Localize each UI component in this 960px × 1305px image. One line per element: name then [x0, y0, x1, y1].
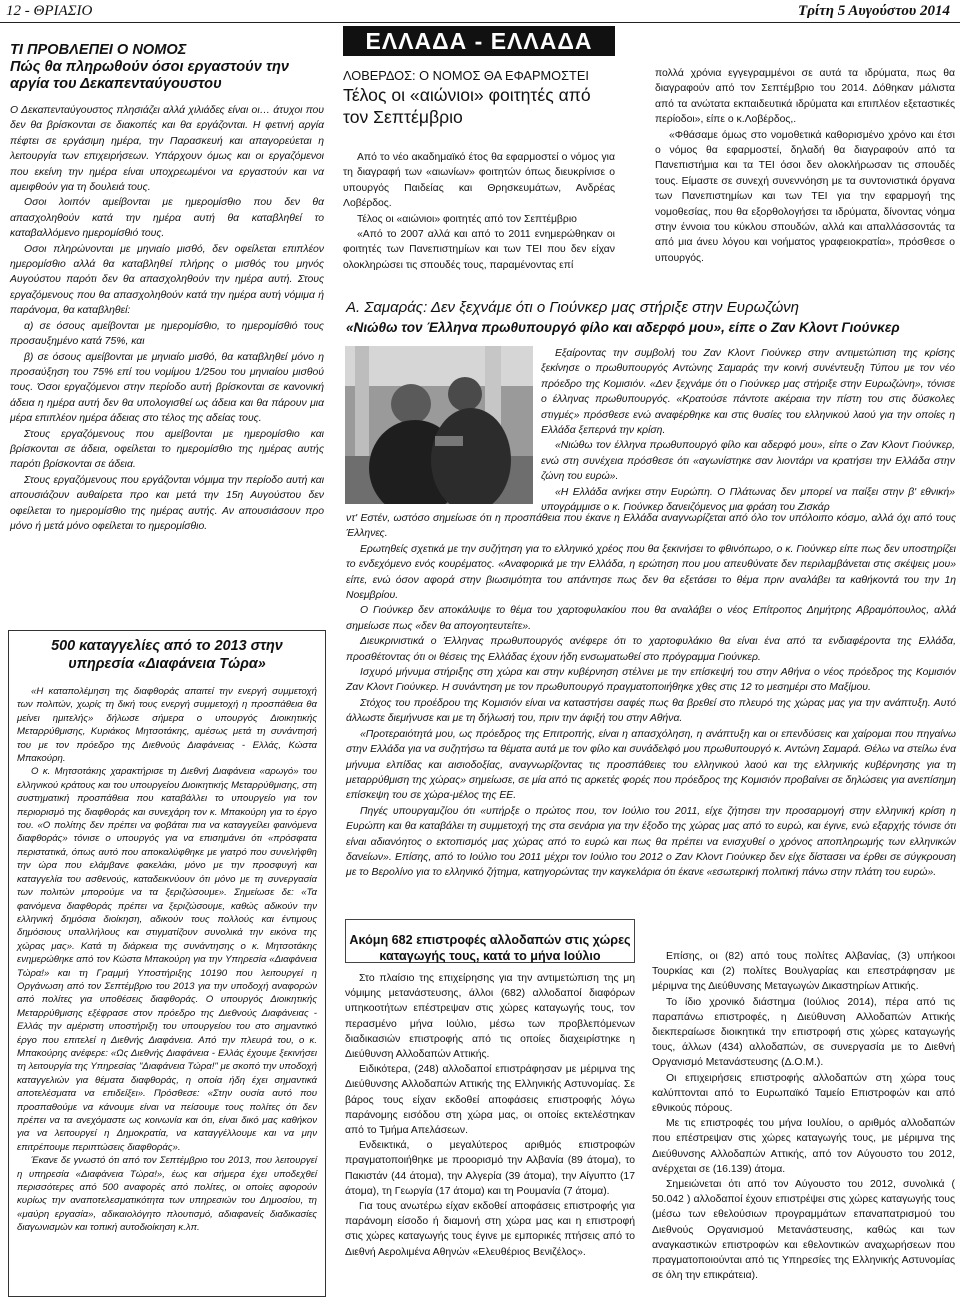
samaras-body	[346, 511, 956, 881]
loverdos-article-cont	[655, 66, 955, 266]
left-paragraph: Στους εργαζόμενους που αμείβονται με ημερομίσθιο και βρίσκονται σε άδεια, οφείλεται το ημερομίσθιο της ημέρας αυτής παρότι βρίσκονται σε άδεια.	[10, 428, 324, 471]
samaras-paragraph: Διευκρινιστικά ο Έλληνας πρωθυπουργός ανέφερε ότι το χαρτοφυλάκιο θα είναι ένα από τα ενδιαφέροντα της Ελλάδα, προσθέτοντας ότι οι θέσεις της Ελλάδας έχουν ήδη ενσωματωθεί στο πρόγραμμα Γιούνκερ.	[346, 636, 956, 663]
left-article-title: Πώς θα πληρωθούν όσοι εργαστούν την αργία του Δεκαπενταύγουστου	[10, 59, 289, 92]
left-article-kicker: ΤΙ ΠΡΟΒΛΕΠΕΙ Ο ΝΟΜΟΣ	[10, 42, 187, 58]
box-paragraph: Ο κ. Μητσοτάκης χαρακτήρισε τη Διεθνή Διαφάνεια «αρωγό» του ελληνικού κράτους και του υπουργείου Διοικητικής Μεταρρύθμισης, στη συστηματική προσπάθεια που καταβάλλει το υπουργείο για τον περιορισμό της διαφθοράς και συνεχάρη τον κ. Μπακούρη για το έργο του. «Ο πολίτης δεν πρέπει να φοβάται πια να καταγγείλει φαινόμενα διαφθοράς» τόνισε ο υπουργός για να επισημάνει ότι «πρόσφατα περιστατικά, όπως αυτό που αποκαλύφθηκε με γιατρό που συνελήφθη την ώρα που ελάμβανε φακελάκι, μόνο με την προσφυγή και καταγγελία του ασθενούς, καταδεικνύουν ότι μόνο με τη συνεργασία των πολιτών μπορούμε να τα ξεριζώσουμε». Σημείωσε δε: «Τα φαινόμενα διαφθοράς πρέπει να ξεριζώσουμε, καθώς αδικούν την ελληνική δημόσια διοίκηση, αδικούν τους πολλούς και έντιμους δημόσιους υπαλλήλους και στιγματίζουν συνολικά την εικόνα της χώρας μας». Κατά τη διάρκεια της συνάντησης ο κ. Μητσοτάκης ενημερώθηκε από τον Κώστα Μπακούρη για την Υπηρεσία «Διαφάνεια Τώρα!» και τη Γραμμή Υποστήριξης 10190 που λειτουργεί η Οργάνωση από τον Σεπτέμβριο του 2013 για την υποδοχή αναφορών από πολίτες για υποθέσεις διαφθοράς. Ο υπουργός Διοικητικής Μεταρρύθμισης εξέφρασε στον πρόεδρο της Διεθνούς Διαφάνειας - Ελλάς την αμέριστη υποστήριξη του υπουργείου του στο σημαντικό έργο που επιτελεί η Διεθνής Διαφάνεια. Από την πλευρά του, ο κ. Μπακούρης ανέφερε: «Ως Διεθνής Διαφάνεια - Ελλάς έχουμε ξεκινήσει τη λειτουργία της Υπηρεσίας "Διαφάνεια Τώρα!" με σκοπό την υποδοχή καταγγελιών για θέματα διαφθοράς, η οποία ήδη έχει σημαντικά αποτελέσματα να επιδείξει». Πρόσθεσε: «Στην ουσία αυτό που προσπαθούμε να κάνουμε είναι να πείσουμε τους πολίτες ότι δεν πρέπει να τα ανεχόμαστε ως κοινωνία και ότι, είναι δικό μας καθήκον για να λειτουργεί η Δημοκρατία, να καταγγέλλουμε και να μην επιτρέπουμε περιπτώσεις διαφθοράς».	[17, 766, 317, 1153]
page-number: 12 - ΘΡΙΑΣΙΟ	[6, 3, 93, 19]
samaras-paragraph: Ισχυρό μήνυμα στήριξης στη χώρα και στην κυβέρνηση στέλνει με την επίσκεψή του στην Αθήνα ο νέος πρόεδρος της Κομισιόν Ζαν Κλοντ Γιούνκερ. Η συνάντηση με τον πρωθυπουργό πραγματοποιήθηκε χθες στις 12 το μεσημέρι στο Μαξίμου.	[346, 667, 956, 694]
samaras-paragraph: ντ' Εστέν, ωστόσο σημείωσε ότι η προσπάθεια που έκανε η Ελλάδα αναγνωρίζεται από όλο τον υπόλοιπο κόσμο, αλλά όχι από τους Έλληνες.	[346, 513, 956, 540]
loverdos-paragraph: Από το νέο ακαδημαϊκό έτος θα εφαρμοστεί ο νόμος για τη διαγραφή των «αιωνίων» φοιτητών όπως διευκρίνισε ο υπουργός Παιδείας και Θρησκευμάτων, Ανδρέας Λοβέρδος.	[343, 152, 615, 210]
transparency-box	[8, 630, 326, 1297]
samaras-paragraph: Εξαίροντας την συμβολή του Ζαν Κλοντ Γιούνκερ στην αντιμετώπιση της κρίσης ξεκίνησε ο πρωθυπουργός Αντώνης Σαμαράς την κοινή συνέντευξη Τύπου με τον νέο πρόεδρο της Κομισιόν. «Δεν ξεχνάμε ότι ο Γιούνκερ μας στήριξε στην Ευρωζώνη», τόνισε ο έλληνας πρωθυπουργός. «Κρατούσε πάντοτε ακέραια την πίστη του στις δύσκολες στιγμές» πρόσθεσε ενώ αναφέρθηκε και στις θυσίες του ελληνικού λαού για την οποίες η Ελλάδα ξεπερνά την κρίση.	[541, 348, 955, 437]
box-title: 500 καταγγελίες από το 2013 στην υπηρεσία «Διαφάνεια Τώρα»	[51, 638, 283, 672]
samaras-paragraph: «Νιώθω τον έλληνα πρωθυπουργό φίλο και αδερφό μου», είπε ο Ζαν Κλοντ Γιούνκερ, ενώ στη συνέχεια πρόσθεσε ότι «αγωνίστηκε σαν λιοντάρι να κρατήσει την Ελλάδα στην ζώνη του ευρώ».	[541, 440, 955, 483]
samaras-subheadline: «Νιώθω τον Έλληνα πρωθυπουργό φίλο και αδερφό μου», είπε ο Ζαν Κλοντ Γιούνκερ	[346, 320, 900, 335]
samaras-paragraph: Στόχος του προέδρου της Κομισιόν είναι να καταστήσει σαφές πως θα βρεθεί στο πλευρό της χώρας μας για την ανάπτυξη. Αυτό άλλωστε διεμήνυσε και με τη δήλωσή του, πριν την άφιξή του στην Αθήνα.	[346, 697, 956, 725]
samaras-paragraph: Ο Γιούνκερ δεν αποκάλυψε το θέμα του χαρτοφυλακίου που θα αναλάβει ο νέος Επίτροπος Δημήτρης Αβραμόπουλος, αλλά σημείωσε πως «δεν θα απογοητευτείτε».	[346, 605, 956, 632]
migrants-col-left	[345, 971, 635, 1260]
samaras-paragraph: «Η Ελλάδα ανήκει στην Ευρώπη. Ο Πλάτωνας δεν μπορεί να παίξει στην β' εθνική» υπογράμμισε ο κ. Γιούνκερ δανειζόμενος μια φράση του Ζισκάρ	[541, 486, 955, 514]
left-paragraph: α) σε όσους αμείβονται με ημερομίσθιο, το ημερομίσθιό τους προσαυξημένο κατά 75%, και	[10, 320, 324, 348]
migrants-title-box	[345, 919, 635, 963]
migrants-paragraph: Οι επιχειρήσεις επιστροφής αλλοδαπών στη χώρα τους καλύπτονται από το Ευρωπαϊκό Ταμείο Επιστροφών και από εθνικούς πόρους.	[652, 1072, 955, 1115]
loverdos-kicker: ΛΟΒΕΡΔΟΣ: Ο ΝΟΜΟΣ ΘΑ ΕΦΑΡΜΟΣΤΕΙ	[343, 68, 589, 83]
loverdos-paragraph: «Φθάσαμε όμως στο νομοθετικά καθορισμένο χρόνο και έτσι ο νόμος θα εφαρμοστεί, δηλαδή θα διαγραφούν από τα Πανεπιστήμια και τα ΤΕΙ όσοι δεν ολοκλήρωσαν τις σπουδές τους. Είμαστε σε συνεχή συνεννόηση με τα συντονιστικά όργανα των Πανεπιστημίων και των ΤΕΙ για την εφαρμογή της νομοθεσίας, που θα εξορθολογήσει τα ιδρύματα, δίνοντας νόημα στην έννοια του κύκλου σπουδών, αλλά και απαλλάσσοντάς τα από μια άνευ λόγου και νοήματος γραφειοκρατία», πρόσθεσε ο υπουργός.	[655, 129, 955, 264]
samaras-paragraph: Ερωτηθείς σχετικά με την συζήτηση για το ελληνικό χρέος που θα ξεκινήσει το φθινόπωρο, ο κ. Γιούνκερ είπε πως δεν υποστηρίζει το ενδεχόμενο ενός κουρέματος. «Αναφορικά με την Ελλάδα, η ερώτηση που μου απευθύνατε δεν περιλαμβάνεται στις σκέψεις μου» είπε, ενώ όσον αφορά στην βιωσιμότητα του απάντησε πως δεν θα εξετάσει το θέμα πριν αναλάβει τα καθήκοντά του την 1η Νοεμβρίου.	[346, 543, 956, 602]
migrants-paragraph: Στο πλαίσιο της επιχείρησης για την αντιμετώπιση της μη νόμιμης μετανάστευσης, άλλοι (682) αλλοδαποί διαφόρων υπηκοοτήτων επέστρεψαν στις χώρες καταγωγής τους, τον περασμένο μήνα Ιούλιο, μέσω των προβλεπόμενων διαδικασιών επιστροφής από τις οποίες διαχειρίστηκε η Διεύθυνση Αλλοδαπών Αττικής.	[345, 973, 635, 1061]
left-paragraph: Οσοι πληρώνονται με μηνιαίο μισθό, δεν οφείλεται επιπλέον ημερομίσθιο αλλά θα καταβληθεί πλήρης ο μισθός του μηνός Αυγούστου παρότι δεν θα απασχοληθούν την ημέρα αυτή. Στους εργαζόμενους που θα απασχοληθούν κατά την ημέρα αυτή νόμιμα ή παράνομα, θα καταβληθεί:	[10, 243, 324, 317]
loverdos-paragraph: Τέλος οι «αιώνιοι» φοιτητές από τον Σεπτέμβριο	[357, 213, 577, 225]
left-paragraph: Οσοι λοιπόν αμείβονται με ημερομίσθιο που δεν θα απασχοληθούν κατά την ημέρα αυτή θα καταβληθεί το καταβαλλόμενο ημερομίσθιό τους.	[10, 197, 324, 240]
migrants-paragraph: Ενδεικτικά, ο μεγαλύτερος αριθμός επιστροφών πραγματοποιήθηκε με προορισμό την Αλβανία (89 άτομα), το Πακιστάν (44 άτομα), την Αλγερία (39 άτομα), την Αίγυπτο (17 άτομα), τη Γεωργία (17 άτομα) και τη Ρουμανία (7 άτομα).	[345, 1140, 635, 1197]
samaras-juncker-photo	[345, 346, 533, 504]
loverdos-title: Τέλος οι «αιώνιοι» φοιτητές από τον Σεπτέμβριο	[343, 85, 591, 127]
samaras-headline: Α. Σαμαράς: Δεν ξεχνάμε ότι ο Γιούνκερ μας στήριξε στην Ευρωζώνη	[346, 299, 799, 316]
samaras-paragraph: Πηγές υπουργαμζίου ότι «υπήρξε ο πρώτος που, τον Ιούλιο του 2011, είχε ζήτησει την προσαρμογή στην ελληνική κρίση η Ευρώπη και θα καταβάλει τη συμμετοχή της στα σενάρια για την έξοδο της χώρας μας από το ευρώ, και έγινε, ενώ εξαρχής τόνισε ότι είναι αδιανόητος ο εκτοπισμός μας χώρας από το ευρώ και πως θα πρέπει να ενισχυθεί ο χρόνος αποπληρωμής των ελληνικών δανείων». Επίσης, από το Ιούλιο του 2011 μέχρι τον Ιούλιο του 2012 ο Ζαν Κλοντ Γιούνκερ δεν είχε δίστασει να έρθει σε σύγκρουση με το Βερολίνο για το ελληνικό ζήτημα, κατηγορώντας την καγκελάρια ότι έκανε «εσωτερική πολιτική πάνω στην πλάτη του ευρώ».	[346, 805, 956, 879]
box-paragraph: Έκανε δε γνωστό ότι από τον Σεπτέμβριο του 2013, που λειτουργεί η υπηρεσία «Διαφάνεια Τώρα!», έως και σήμερα έχει υποδεχθεί περισσότερες από 500 αναφορές από πολίτες, οι οποίες αφορούν κυρίως την αναποτελεσματικότητα των υπηρεσιών του Δημοσίου, τη «μαύρη εργασία», αδικαιολόγητο πλουτισμό, αδιαφανείς διαδικασίες διαγωνισμών και τοπική αυτοδιοίκηση κ.λπ.	[17, 1155, 317, 1234]
photo-illustration	[345, 346, 533, 504]
migrants-title: Ακόμη 682 επιστροφές αλλοδαπών στις χώρες καταγωγής τους, κατά το μήνα Ιούλιο	[349, 933, 631, 963]
box-paragraph: «Η καταπολέμηση της διαφθοράς απαιτεί την ενεργή συμμετοχή των πολιτών, χωρίς τη δική τους ενεργή συμμετοχή η προσπάθεια θα μείνει ημιτελής» δήλωσε σήμερα ο υπουργός Διοικητικής Μεταρρύθμισης, Κυριάκος Μητσοτάκης, αμέσως μετά τη συνάντησή του με τον πρόεδρο της Διεθνούς Διαφάνειας - Ελλάς, Κώστα Μπακούρη.	[17, 686, 317, 765]
loverdos-paragraph: πολλά χρόνια εγγεγραμμένοι σε αυτά τα ιδρύματα, πως θα διαγραφούν από τον Σεπτέμβριο του 2014. Δόθηκαν μάλιστα από τα ανώτατα εκπαιδευτικά ιδρύματα και επιπλέον εξεταστικές περίοδοι», είπε ο κ.Λοβέρδος,.	[655, 68, 955, 126]
left-paragraph: Στους εργαζόμενους που εργάζονται νόμιμα την περίοδο αυτή και απουσιάζουν αυθαίρετα προ και μετά την 15η Αυγούστου δεν οφείλεται το ημερομίσθιο της ημέρας αυτής. Αν απουσιάσουν προ μόνο ή μετά μόνο οφείλεται το ημερομίσθιο.	[10, 474, 324, 532]
loverdos-article	[343, 68, 615, 273]
samaras-intro	[541, 346, 955, 515]
migrants-col-right	[652, 949, 955, 1283]
issue-date: Τρίτη 5 Αυγούστου 2014	[798, 3, 950, 19]
migrants-paragraph: Σημειώνεται ότι από τον Αύγουστο του 2012, συνολικά ( 50.042 ) αλλοδαποί έχουν επιστρέψει στις χώρες καταγωγής τους (μέσω των εθελούσιων προγραμμάτων επαναπατρισμού του Διεθνούς Οργανισμού Μετανάστευσης, καθώς και των αναγκαστικών επιστροφών και εθελοντικών αναχωρήσεων που πραγματοποιούνται από τις Υπηρεσίες της Ελληνικής Αστυνομίας σε όλη την επικράτεια).	[652, 1179, 955, 1282]
left-article	[10, 42, 324, 534]
left-paragraph: Ο Δεκαπενταύγουστος πλησιάζει αλλά χιλιάδες είναι οι… άτυχοι που δεν θα βρίσκονται σε διακοπές και θα εργάζονται. Η φετινή αργία πέφτει σε εργάσιμη ημέρα, την Παρασκευή και απαγορεύεται η λειτουργία των επιχειρήσεων. Υπάρχουν όμως και οι εργαζόμενοι που εκείνη την ημέρα είναι υποχρεωμένοι να εργαστούν και να αμειφθούν για τη δουλειά τους.	[10, 105, 324, 194]
loverdos-paragraph: «Από το 2007 αλλά και από το 2011 ενημερώθηκαν οι φοιτητές των Πανεπιστημίων και των ΤΕΙ που δεν είχαν ολοκληρώσει τις σπουδές τους, παραμένοντας επί	[343, 229, 615, 271]
migrants-paragraph: Ειδικότερα, (248) αλλοδαποί επιστράφησαν με μέριμνα της Διεύθυνσης Αλλοδαπών Αττικής της Ελληνικής Αστυνομίας. Σε βάρος τους είχαν εκδοθεί αποφάσεις επιστροφής λόγω παράνομης εισόδου στη χώρα μας, οι οποίες εκτελέστηκαν από το Τμήμα Απελάσεων.	[345, 1064, 635, 1137]
migrants-paragraph: Επίσης, οι (82) από τους πολίτες Αλβανίας, (3) υπήκοοι Τουρκίας και (2) πολίτες Βουλγαρίας και επεστράφησαν με μέριμνα της Διεύθυνσης Μεταγωγών Δικαστηρίων Αττικής.	[652, 951, 955, 993]
migrants-paragraph: Με τις επιστροφές του μήνα Ιουλίου, ο αριθμός αλλοδαπών που επέστρεψαν στις χώρες καταγωγής τους, με μέριμνα της Διεύθυνσης Αλλοδαπών Αττικής, από τον Αύγουστο του 2012, ανέρχεται σε (16.139) άτομα.	[652, 1118, 955, 1175]
samaras-paragraph: «Προτεραιότητά μου, ως πρόεδρος της Επιτροπής, είναι η απασχόληση, η ανάπτυξη και οι επενδύσεις και χαίρομαι που πηγαίνω στην Ελλάδα για να συζητήσω τα θέματα αυτά με τον φίλο και συνάδελφό μου πρωθυπουργό κ. Αντώνη Σαμαρά. Θέλω να στείλω ένα μήνυμα ελπίδας και αισιοδοξίας, αναγνωρίζοντας τις προσπάθειες του ελληνικού λαού και της ελληνικής κυβέρνησης για τη μεταρρύθμιση της χώρας» σημείωσε, σε μία από τις αρκετές φορές που πρόεδρος της Κομισιόν προβαίνει σε δηλώσεις για ανεπίσημη επίσκεψη του σε χώρα-μέλος της ΕΕ.	[346, 728, 956, 802]
migrants-paragraph: Για τους ανωτέρω είχαν εκδοθεί αποφάσεις επιστροφής για παράνομη είσοδο ή διαμονή στη χώρα μας και η επιστροφή στις χώρες καταγωγής τους έγινε με εμπορικές πτήσεις από το Διεθνή Αερολιμένα Αθηνών «Ελευθέριος Βενιζέλος».	[345, 1201, 635, 1258]
section-banner: ΕΛΛΑΔΑ - ΕΛΛΑΔΑ	[343, 26, 615, 56]
left-paragraph: β) σε όσους αμείβονται με μηνιαίο μισθό, θα καταβληθεί μόνο η προσαύξηση του 75% επί του νομίμου 1/25ου του μηνιαίου μισθού τους. Όσοι εργαζόμενοι στην περίοδο αυτή βρίσκονται σε κανονική άδεια η ημέρα αυτή δεν θα υπολογισθεί ως άδεια και θα πάρουν μια μέρα επιπλέον ημέρα άδειας στο τέλος της αδείας τους.	[10, 351, 324, 425]
migrants-paragraph: Το ίδιο χρονικό διάστημα (Ιούλιος 2014), πέρα από τις παραπάνω επιστροφές, η Διεύθυνση Αλλοδαπών Αττικής διεκπεραίωσε διοικητικά την επιστροφή στις χώρες καταγωγής τους, άλλων (434) αλλοδαπών, σε συνεργασία με το Διεθνή Οργανισμό Μετανάστευσης (Δ.Ο.Μ.).	[652, 996, 955, 1069]
